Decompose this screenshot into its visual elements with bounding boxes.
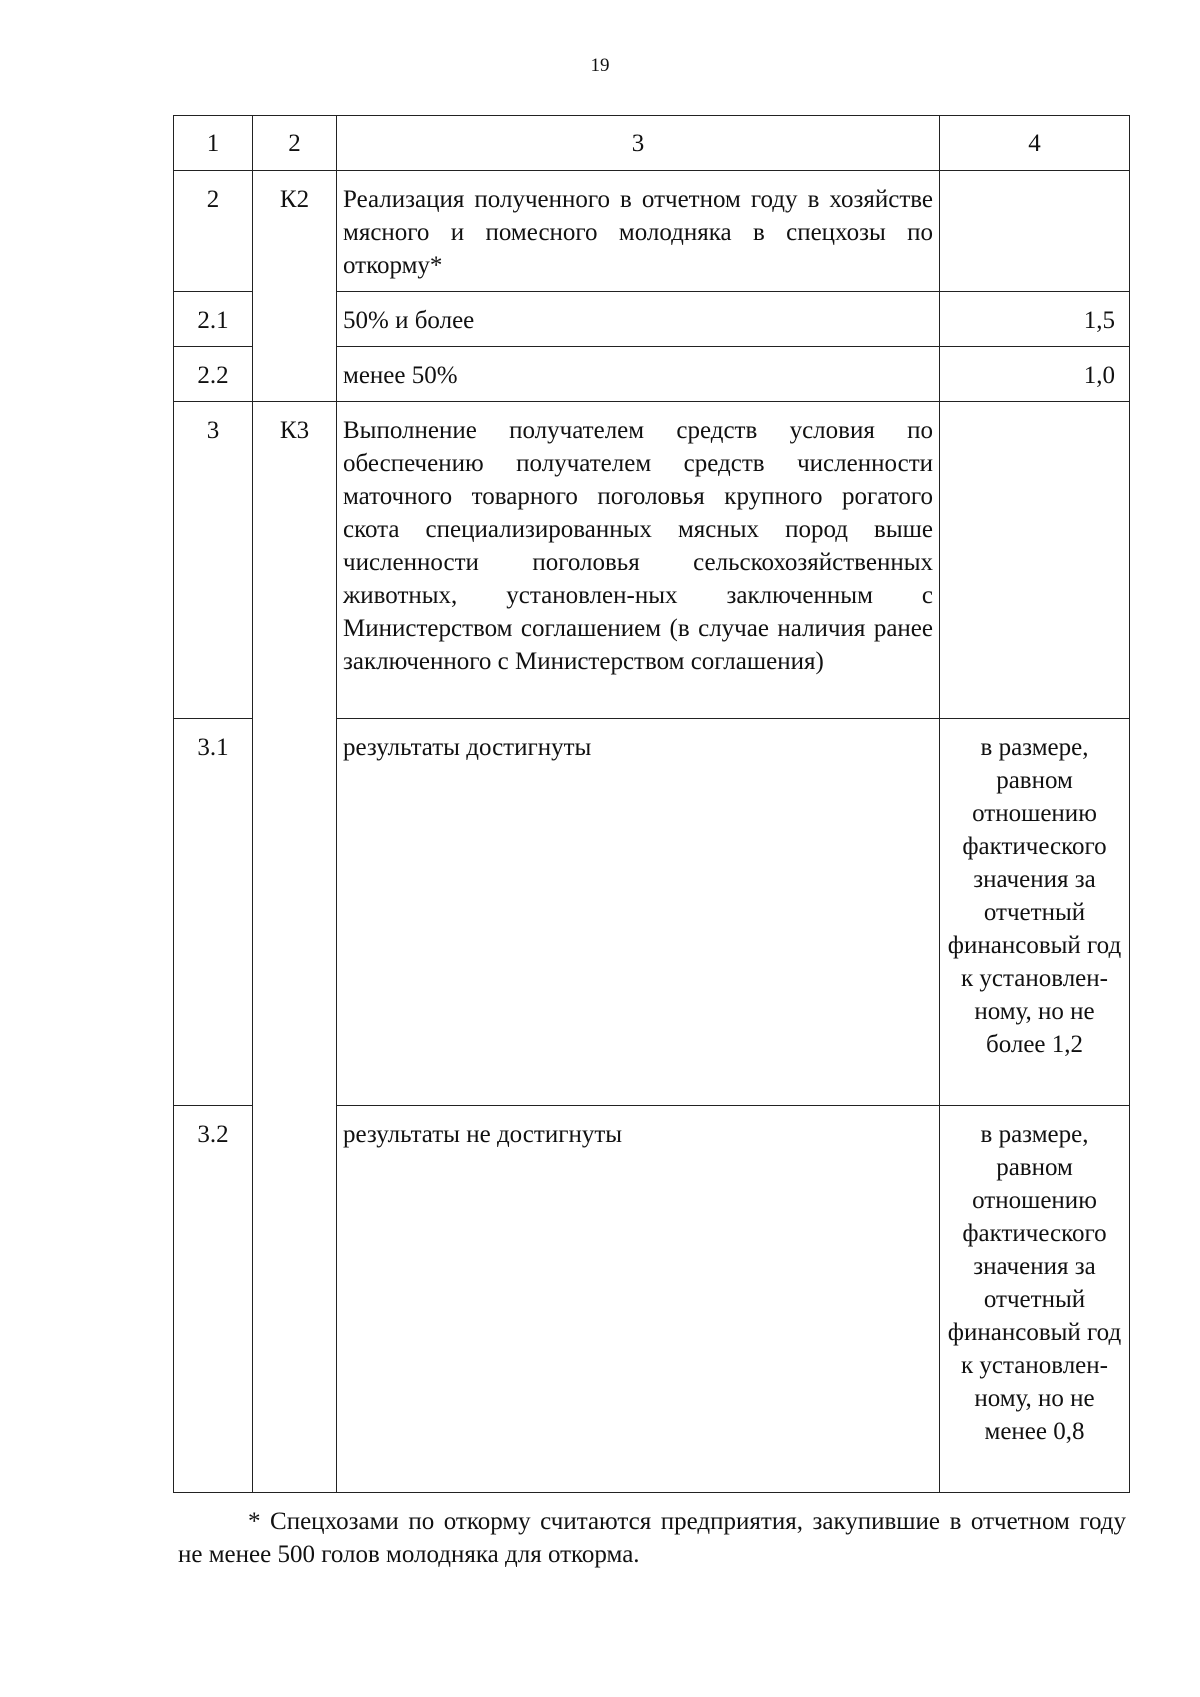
column-header-3: 3 (337, 116, 940, 171)
criteria-table (173, 115, 1130, 1493)
criterion-code: К3 (253, 402, 337, 1493)
footnote: * Спецхозами по откорму считаются предприятия, закупившие в отчетном году не менее 500 голов молодняка для откорма. (178, 1508, 1126, 1568)
criterion-code: К2 (253, 171, 337, 402)
coefficient-value: 1,0 (940, 347, 1130, 402)
row-number: 3.1 (174, 719, 253, 1106)
criterion-description: Выполнение получателем средств условия по обеспечению получателем средств численности маточного товарного поголовья крупного рогатого скота специализированных мясных пород выше численности поголовья сельскохозяйственных животных, установлен-ных заключенным с Министерством соглашением (в случае наличия ранее заключенного с Министерством соглашения) (337, 402, 940, 719)
column-header-4: 4 (940, 116, 1130, 171)
criterion-description: менее 50% (337, 347, 940, 402)
row-number: 2 (174, 171, 253, 292)
coefficient-value: в размере, равном отношению фактического значения за отчетный финансовый год к установлен-ному, но не более 1,2 (940, 719, 1130, 1106)
page-number: 19 (590, 55, 610, 76)
table-row (174, 402, 1130, 719)
criterion-description: результаты не достигнуты (337, 1106, 940, 1493)
row-number: 2.2 (174, 347, 253, 402)
coefficient-value: 1,5 (940, 292, 1130, 347)
table-row (174, 171, 1130, 292)
coefficient-value (940, 171, 1130, 292)
table-header-row (174, 116, 1130, 171)
column-header-2: 2 (253, 116, 337, 171)
criterion-description: Реализация полученного в отчетном году в хозяйстве мясного и помесного молодняка в спецхозы по откорму* (337, 171, 940, 292)
row-number: 3.2 (174, 1106, 253, 1493)
criterion-description: результаты достигнуты (337, 719, 940, 1106)
coefficient-value: в размере, равном отношению фактического значения за отчетный финансовый год к установлен-ному, но не менее 0,8 (940, 1106, 1130, 1493)
row-number: 2.1 (174, 292, 253, 347)
row-number: 3 (174, 402, 253, 719)
criterion-description: 50% и более (337, 292, 940, 347)
coefficient-value (940, 402, 1130, 719)
column-header-1: 1 (174, 116, 253, 171)
